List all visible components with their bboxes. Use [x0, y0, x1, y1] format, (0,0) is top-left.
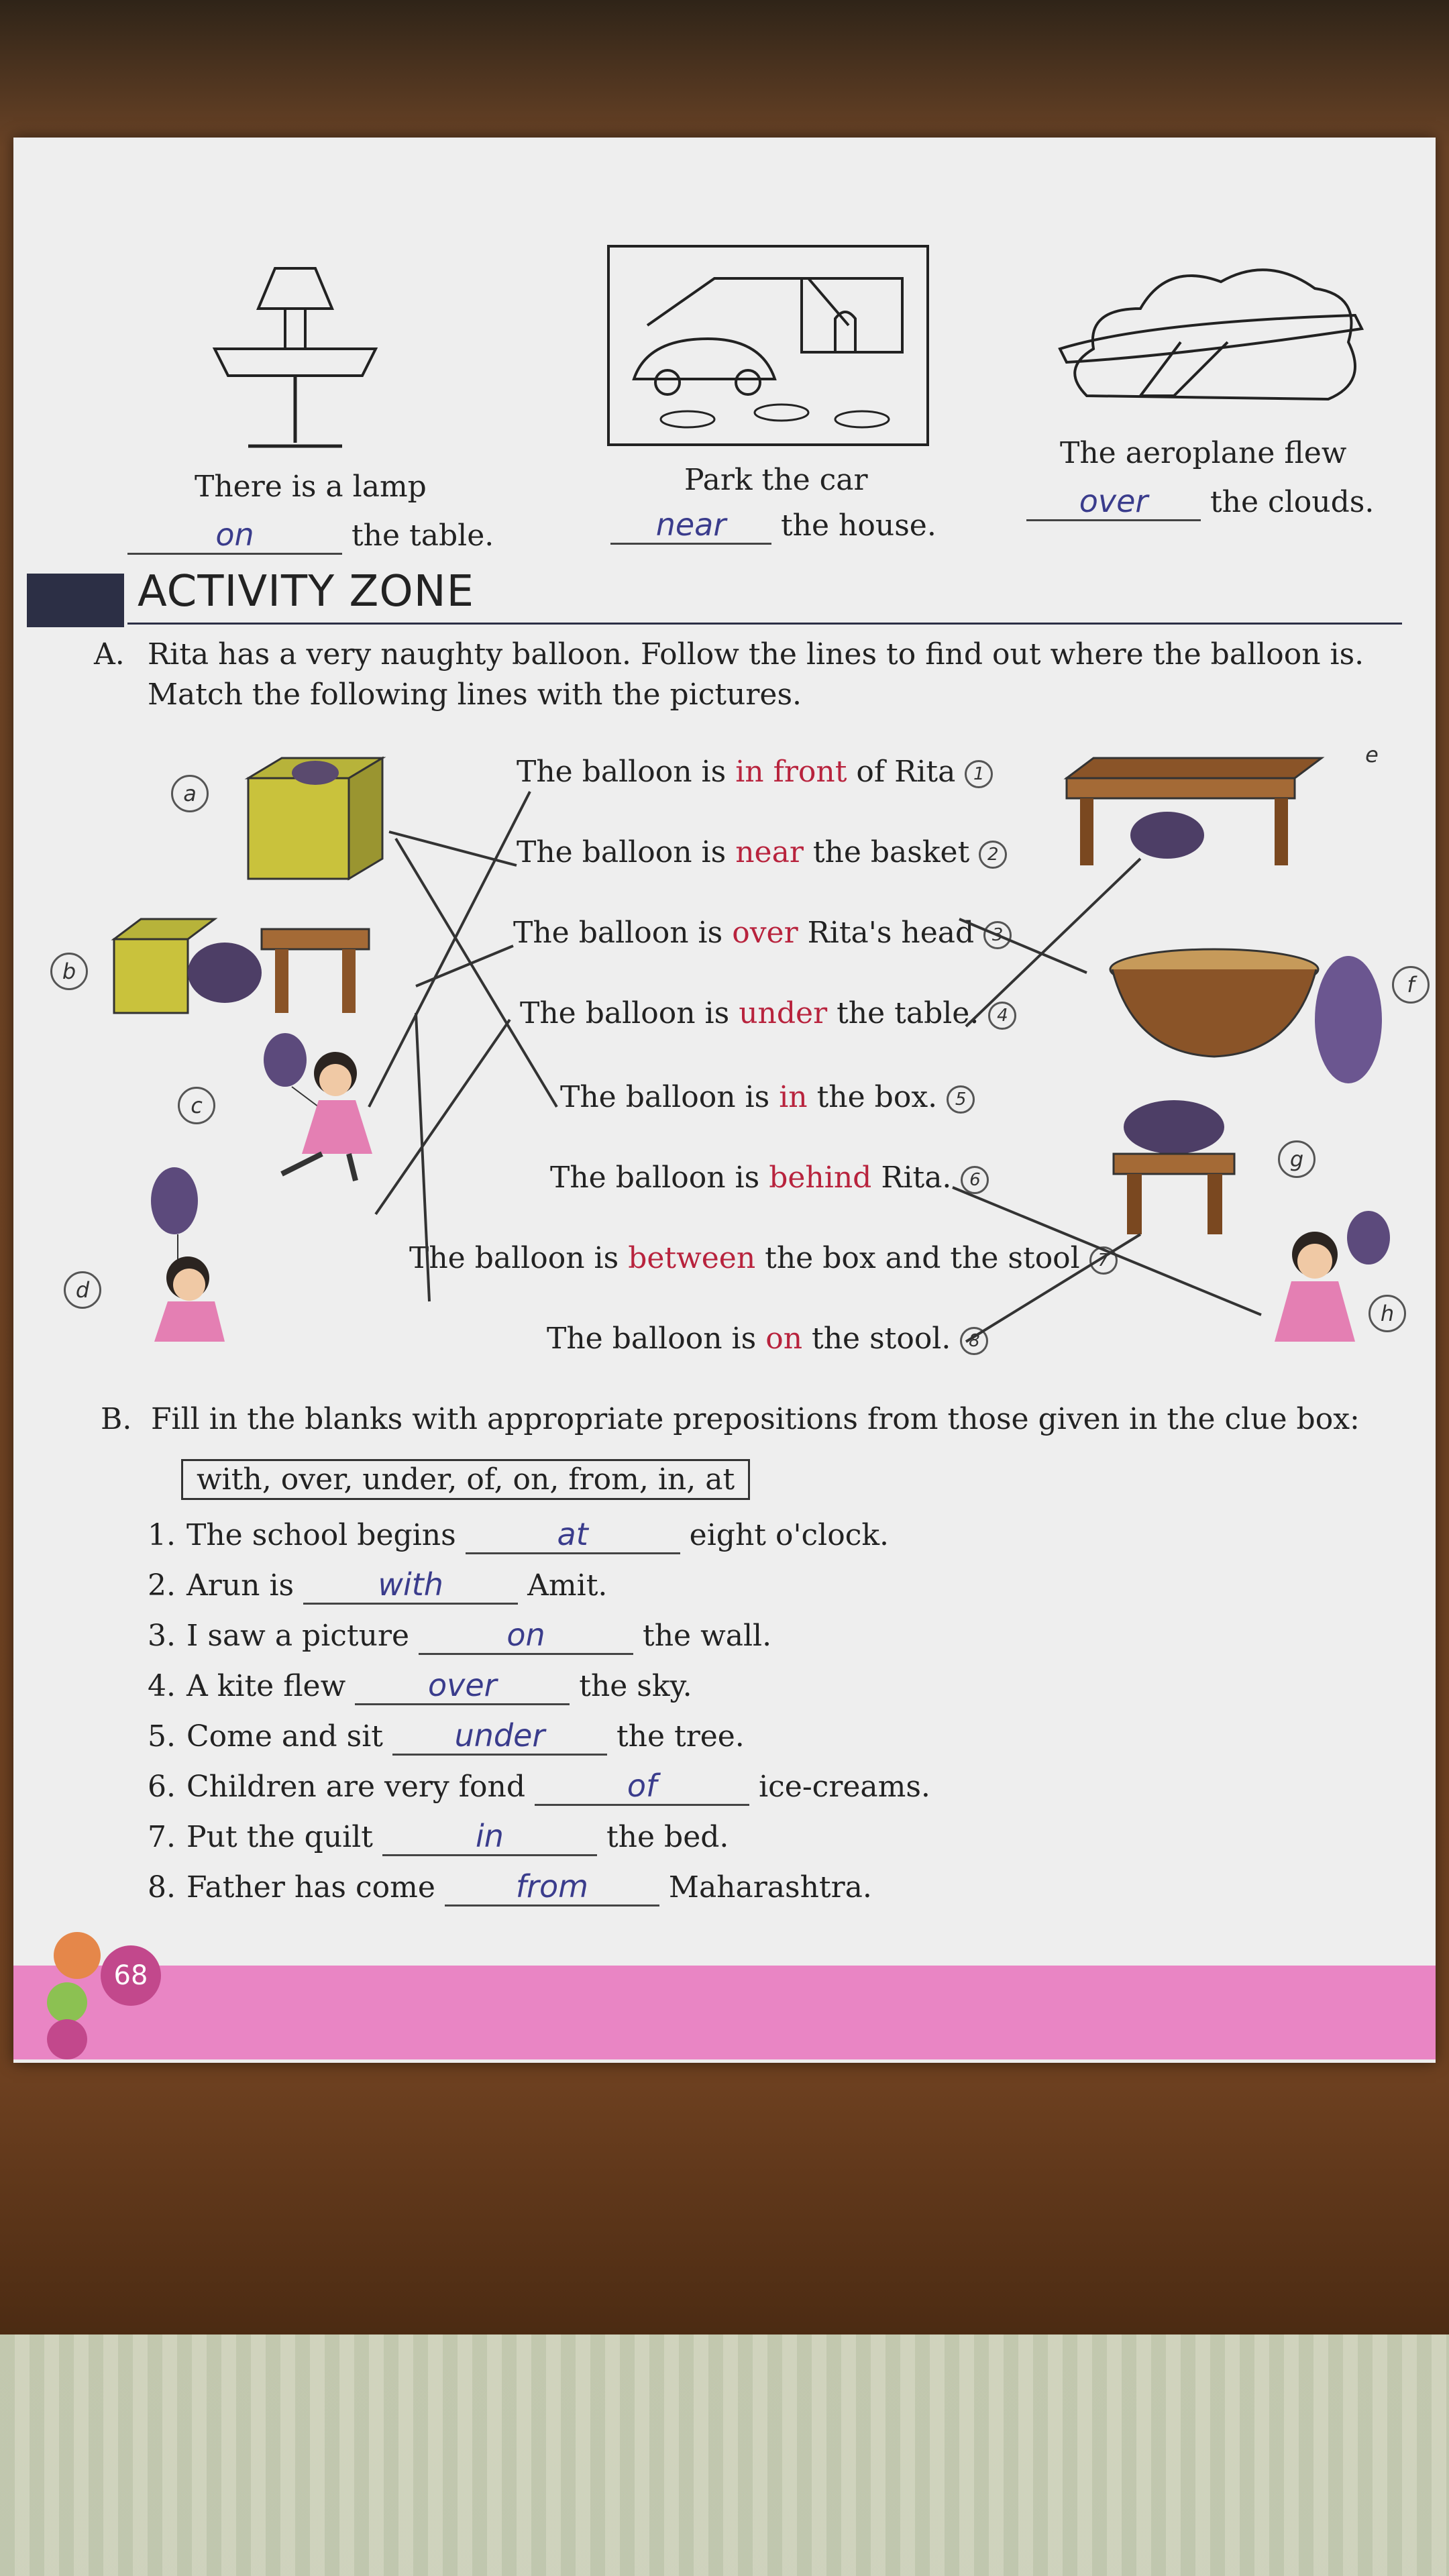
- match-sentence-4: The balloon is under the table. 4: [520, 996, 1016, 1030]
- fill-item-5: 5. Come and sit under the tree.: [148, 1717, 745, 1756]
- preposition-highlight: under: [739, 996, 828, 1030]
- fill-item-3: 3. I saw a picture on the wall.: [148, 1617, 771, 1655]
- sentence-mark: 2: [979, 841, 1007, 869]
- match-sentence-7: The balloon is between the box and the stool 7: [409, 1241, 1118, 1275]
- fill-blank-6[interactable]: of: [535, 1768, 749, 1806]
- picture-mark-f: f: [1392, 966, 1430, 1004]
- fill-blank-2[interactable]: with: [303, 1566, 518, 1605]
- sentence-mark: 3: [983, 921, 1012, 949]
- preposition-highlight: behind: [769, 1161, 872, 1195]
- fill-item-4: 4. A kite flew over the sky.: [148, 1667, 692, 1705]
- caption-lamp-tail: the table.: [352, 519, 494, 553]
- preposition-highlight: in: [779, 1080, 808, 1114]
- decorative-dot-green: [47, 1982, 87, 2023]
- sentence-mark: 4: [988, 1002, 1016, 1030]
- sentence-mark: 1: [965, 760, 993, 788]
- answer-blank-lamp[interactable]: on: [127, 517, 342, 555]
- fill-blank-8[interactable]: from: [445, 1868, 659, 1907]
- match-sentence-2: The balloon is near the basket 2: [517, 835, 1007, 869]
- fill-blank-5[interactable]: under: [392, 1717, 607, 1756]
- section-a-instruction-1: Rita has a very naughty balloon. Follow the lines to find out where the balloon is.: [148, 637, 1364, 672]
- answer-blank-car[interactable]: near: [610, 506, 771, 545]
- fill-item-1: 1. The school begins at eight o'clock.: [148, 1516, 889, 1554]
- answer-blank-plane[interactable]: over: [1026, 483, 1201, 521]
- picture-mark-c: c: [178, 1087, 215, 1124]
- sentence-mark: 6: [961, 1166, 989, 1194]
- caption-plane-line1: The aeroplane flew: [1060, 436, 1347, 470]
- preposition-highlight: in front: [735, 755, 847, 789]
- fill-item-7: 7. Put the quilt in the bed.: [148, 1818, 729, 1856]
- match-sentence-1: The balloon is in front of Rita 1: [517, 755, 993, 789]
- section-b-label: B.: [101, 1402, 132, 1436]
- match-sentence-8: The balloon is on the stool. 8: [547, 1322, 988, 1356]
- picture-mark-a: a: [171, 775, 209, 812]
- sentence-mark: 5: [947, 1085, 975, 1114]
- fill-blank-7[interactable]: in: [382, 1818, 597, 1856]
- section-a-label: A.: [94, 637, 125, 672]
- decorative-dot-pink: [47, 2019, 87, 2059]
- picture-mark-g: g: [1278, 1140, 1316, 1178]
- preposition-highlight: between: [628, 1241, 756, 1275]
- fill-item-6: 6. Children are very fond of ice-creams.: [148, 1768, 930, 1806]
- preposition-highlight: on: [765, 1322, 803, 1356]
- picture-mark-h: h: [1368, 1295, 1406, 1332]
- clue-box: with, over, under, of, on, from, in, at: [181, 1459, 750, 1500]
- match-sentence-3: The balloon is over Rita's head 3: [513, 916, 1012, 950]
- match-sentence-5: The balloon is in the box. 5: [560, 1080, 975, 1114]
- match-sentence-6: The balloon is behind Rita. 6: [550, 1161, 989, 1195]
- activity-zone-heading: ACTIVITY ZONE: [138, 567, 475, 616]
- fill-blank-3[interactable]: on: [419, 1617, 633, 1655]
- preposition-highlight: near: [735, 835, 804, 869]
- section-a-instruction-2: Match the following lines with the pictures.: [148, 678, 802, 712]
- page-number: 68: [101, 1945, 161, 2006]
- decorative-dot-orange: [54, 1932, 101, 1979]
- caption-lamp-line1: There is a lamp: [195, 470, 427, 504]
- section-b-instruction: Fill in the blanks with appropriate prepositions from those given in the clue box:: [151, 1402, 1360, 1436]
- caption-plane-tail: the clouds.: [1210, 485, 1375, 519]
- fill-blank-4[interactable]: over: [355, 1667, 570, 1705]
- sentence-mark: 8: [960, 1327, 988, 1355]
- fill-blank-1[interactable]: at: [466, 1516, 680, 1554]
- caption-car-tail: the house.: [781, 508, 936, 543]
- sentence-mark: 7: [1089, 1246, 1118, 1275]
- preposition-highlight: over: [732, 916, 798, 950]
- picture-mark-d: d: [64, 1271, 101, 1309]
- fill-item-2: 2. Arun is with Amit.: [148, 1566, 607, 1605]
- picture-mark-b: b: [50, 953, 88, 990]
- caption-car-line1: Park the car: [684, 463, 868, 497]
- fill-item-8: 8. Father has come from Maharashtra.: [148, 1868, 872, 1907]
- picture-mark-e: e: [1365, 742, 1379, 767]
